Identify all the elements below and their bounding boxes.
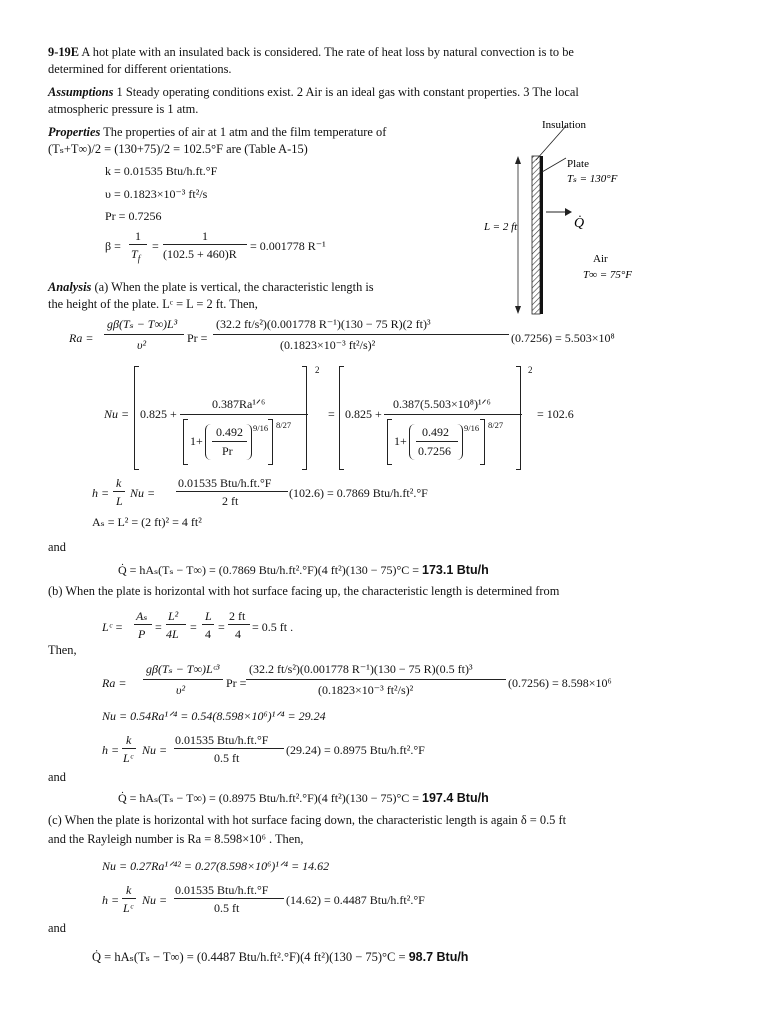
nu-a-exp-out2: 8/27 [488,420,504,430]
then-b: Then, [48,643,77,657]
prop-pr: Pr = 0.7256 [105,209,162,223]
insulation-hatch [532,156,540,314]
lc-b-f3d: 4 [205,627,211,641]
ra-a-pr: Pr = [187,331,208,345]
nu-a-exp-sq: 2 [315,365,320,375]
assumptions-line-2: atmospheric pressure is 1 atm. [48,102,199,116]
prop-k: k = 0.01535 Btu/h.ft.°F [105,164,218,178]
and-1: and [48,540,66,554]
lc-b-f4n: 2 ft [229,609,246,623]
assumptions-line-1: Assumptions 1 Steady operating conditions exist. 2 Air is an ideal gas with constant properties. 3 The local [48,85,579,99]
plate-diagram [470,112,660,322]
plate-bar [540,156,543,314]
ra-a-lhs: Ra = [69,331,94,345]
lc-b-result: = 0.5 ft . [252,620,294,634]
beta-num1: 1 [135,229,141,243]
insulation-leader [536,126,566,160]
lc-b-eq1: = [155,620,162,634]
analysis-line-1: Analysis (a) When the plate is vertical, the characteristic length is [48,280,374,294]
lc-b-eq2: = [190,620,197,634]
nu-a-one: 1+ [190,434,203,448]
nu-a-fnum: 0.492 [216,425,243,439]
h-b-lhs: h = [102,743,120,757]
ra-b-num2: (32.2 ft/s²)(0.001778 R⁻¹)(130 − 75 R)(0.5 ft)³ [249,662,473,676]
nu-a-result: = 102.6 [537,407,574,421]
h-a-num: 0.01535 Btu/h.ft.°F [178,476,272,490]
lc-b-f4d: 4 [235,627,241,641]
problem-line-1: 9-19E A hot plate with an insulated back is considered. The rate of heat loss by natural convection is to be [48,45,574,59]
nu-a-exp-sq2: 2 [528,365,533,375]
h-a-fnum: k [116,476,122,490]
q-a-result: 173.1 Btu/h [422,563,489,577]
q-label: Q̇ [574,216,585,231]
analysis-line-2: the height of the plate. Lᶜ = L = 2 ft. Then, [48,297,258,311]
q-a-equation: Q̇ = hAₛ(Tₛ − T∞) = (0.7869 Btu/h.ft².°F)(4 ft²)(130 − 75)°C = 173.1 Btu/h [118,563,489,577]
ra-a-result: (0.7256) = 5.503×10⁸ [511,331,615,345]
nu-a-sqb-r [268,419,273,465]
lc-b-f2n: L² [168,609,179,623]
beta-frac1-bar [129,244,147,245]
lc-b-f3n: L [205,609,212,623]
properties-line-2: (Tₛ+T∞)/2 = (130+75)/2 = 102.5°F are (Table A-15) [48,142,308,156]
h-c-fnum: k [126,883,132,897]
lc-b-eq3: = [218,620,225,634]
properties-line-1: Properties The properties of air at 1 atm and the film temperature of [48,125,387,139]
as-equation: Aₛ = L² = (2 ft)² = 4 ft² [92,515,202,529]
h-b-fden: Lᶜ [123,751,133,765]
h-c-lhs: h = [102,893,120,907]
part-c-line-2: and the Rayleigh number is Ra = 8.598×10⁶ . Then, [48,832,304,846]
beta-num2: 1 [202,229,208,243]
ra-b-den: υ² [176,683,186,697]
nu-a-exp-in: 9/16 [253,423,269,433]
prop-nu: υ = 0.1823×10⁻³ ft²/s [105,187,208,201]
part-b-text: (b) When the plate is horizontal with hot surface facing up, the characteristic length is determined from [48,584,560,598]
q-b-equation: Q̇ = hAₛ(Tₛ − T∞) = (0.8975 Btu/h.ft².°F)(4 ft²)(130 − 75)°C = 197.4 Btu/h [118,791,489,805]
plate-leader [542,158,566,172]
nu-a-bar [180,414,308,415]
and-3: and [48,921,66,935]
nu-a-fden2: 0.7256 [418,444,451,458]
ra-b-lhs: Ra = [102,676,127,690]
h-a-den: 2 ft [222,494,239,508]
lc-b-f2d: 4L [166,627,179,641]
q-c-result: 98.7 Btu/h [408,950,469,964]
ra-b-den2: (0.1823×10⁻³ ft²/s)² [318,683,414,697]
ra-a-num: gβ(Tₛ − T∞)L³ [107,317,178,331]
air-label: Air [593,253,608,265]
lc-b-lhs: Lᶜ = [102,620,123,634]
h-b-num: 0.01535 Btu/h.ft.°F [175,733,269,747]
h-a-lhs: h = [92,486,110,500]
h-a-nu: Nu = [130,486,156,500]
nu-a-eq: = [328,407,335,421]
plate-label: Plate [567,158,589,170]
lc-b-f1d: P [138,627,146,641]
tinf-label: T∞ = 75°F [583,269,633,281]
beta-result: = 0.001778 R⁻¹ [250,239,326,253]
nu-a-brace2-r [516,366,521,470]
h-b-nu: Nu = [142,743,168,757]
nu-a-num: 0.387Ra¹ᐟ⁶ [212,397,266,411]
q-c-equation: Q̇ = hAₛ(Tₛ − T∞) = (0.4487 Btu/h.ft².°F)(4 ft²)(130 − 75)°C = 98.7 Btu/h [92,950,469,964]
beta-lhs: β = [105,239,121,253]
length-label: L = 2 ft [484,221,518,233]
ra-b-num: gβ(Tₛ − T∞)Lᶜ³ [146,662,220,676]
nu-a-sqb-l [183,419,188,465]
beta-eq: = [152,239,159,253]
h-a-result: (102.6) = 0.7869 Btu/h.ft².°F [289,486,428,500]
nu-a-brace-r [302,366,307,470]
h-b-fnum: k [126,733,132,747]
nu-a-bar2 [384,414,522,415]
ra-a-den: υ² [137,338,147,352]
q-b-result: 197.4 Btu/h [422,791,489,805]
ra-a-num2: (32.2 ft/s²)(0.001778 R⁻¹)(130 − 75 R)(2 ft)³ [216,317,431,331]
nu-a-lhs: Nu = [104,407,130,421]
nu-a-one2: 1+ [394,434,407,448]
beta-den2: (102.5 + 460)R [163,247,237,261]
h-c-result: (14.62) = 0.4487 Btu/h.ft².°F [286,893,425,907]
nu-a-fden: Pr [222,444,233,458]
h-b-result: (29.24) = 0.8975 Btu/h.ft².°F [286,743,425,757]
insulation-label: Insulation [542,119,586,131]
h-c-den: 0.5 ft [214,901,240,915]
ra-a-bar1 [104,334,184,335]
nu-a-brace2-l [339,366,344,470]
nu-b-equation: Nu = 0.54Ra¹ᐟ⁴ = 0.54(8.598×10⁶)¹ᐟ⁴ = 29.24 [102,709,326,723]
beta-frac2-bar [163,244,247,245]
nu-a-c2: 0.825 + [345,407,382,421]
nu-a-brace-l [134,366,139,470]
lc-b-f1n: Aₛ [136,609,148,623]
ra-b-result: (0.7256) = 8.598×10⁶ [508,676,612,690]
h-c-num: 0.01535 Btu/h.ft.°F [175,883,269,897]
nu-a-fnum2: 0.492 [422,425,449,439]
problem-line-2: determined for different orientations. [48,62,232,76]
ra-a-den2: (0.1823×10⁻³ ft²/s)² [280,338,376,352]
ra-a-bar2 [213,334,509,335]
nu-a-exp-out: 8/27 [276,420,292,430]
ra-b-pr: Pr = [226,676,247,690]
h-c-fden: Lᶜ [123,901,133,915]
nu-c-equation: Nu = 0.27Ra¹ᐟ⁴² = 0.27(8.598×10⁶)¹ᐟ⁴ = 14.62 [102,859,330,873]
part-c-line-1: (c) When the plate is horizontal with hot surface facing down, the characteristic length is again δ = 0.5 ft [48,813,567,827]
nu-a-exp-in2: 9/16 [464,423,480,433]
and-2: and [48,770,66,784]
ts-label: Tₛ = 130°F [567,173,618,185]
nu-a-num2: 0.387(5.503×10⁸)¹ᐟ⁶ [393,397,491,411]
h-b-den: 0.5 ft [214,751,240,765]
h-c-nu: Nu = [142,893,168,907]
nu-a-c: 0.825 + [140,407,177,421]
beta-den1: $T_f$ [131,247,141,264]
problem-number: 9-19E [48,45,79,59]
h-a-fden: L [116,494,123,508]
